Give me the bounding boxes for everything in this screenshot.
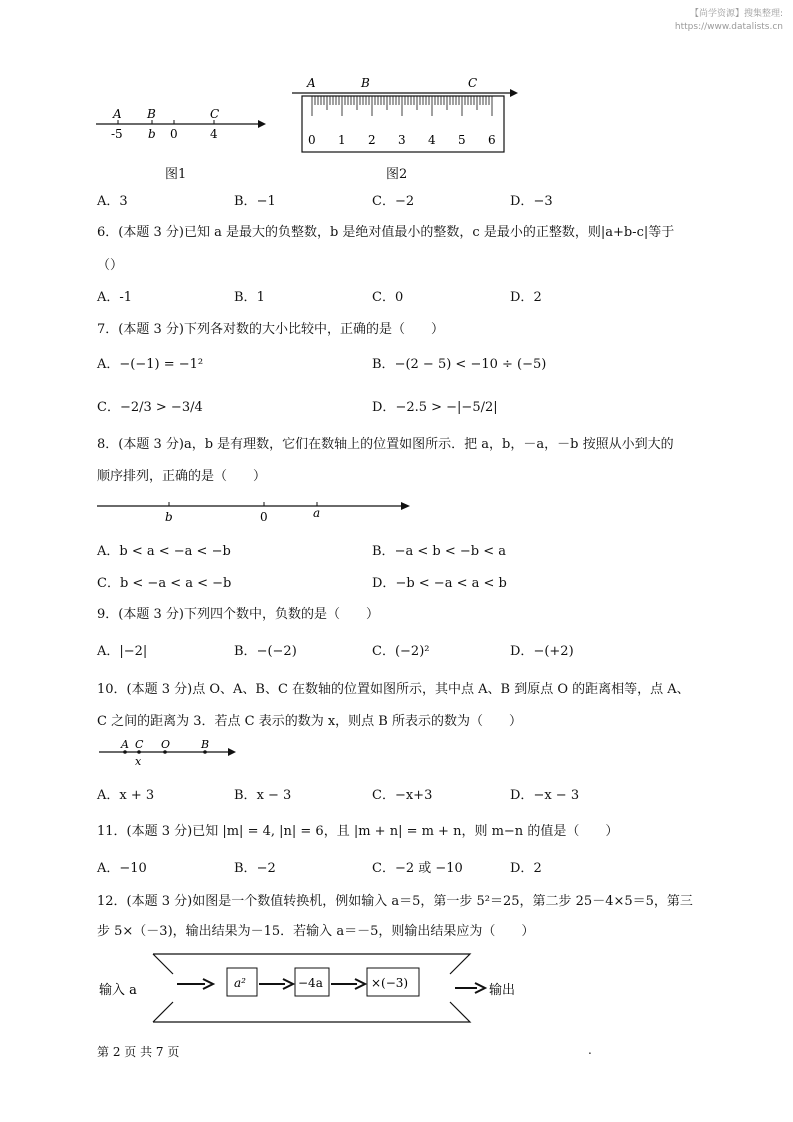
fig1-num-3: 4 — [210, 127, 218, 141]
fig1-num-0: -5 — [111, 127, 123, 141]
q6-stem: 6．(本题 3 分)已知 a 是最大的负整数，b 是绝对值最小的整数，c 是最小的正整数，则|a+b-c|等于 — [97, 225, 675, 240]
q11-stem: 11．(本题 3 分)已知 |m| = 4, |n| = 6，且 |m + n| = m + n，则 m−n 的值是（ ） — [97, 824, 619, 839]
q5-option-b[interactable]: B．−1 — [234, 194, 276, 209]
q8-numberline — [95, 496, 415, 524]
q10-option-a[interactable]: A．x + 3 — [97, 788, 155, 803]
q8-stem: 8．(本题 3 分)a，b 是有理数，它们在数轴上的位置如图所示．把 a，b，－a，－b 按照从小到大的 — [97, 437, 674, 452]
q8-axis-a: a — [313, 506, 321, 520]
ruler-num-4: 4 — [428, 133, 436, 147]
q8-option-d[interactable]: D．−b < −a < a < b — [372, 576, 507, 591]
q5-option-d[interactable]: D．−3 — [510, 194, 553, 209]
q6-option-c[interactable]: C．0 — [372, 290, 404, 305]
q5-figure1-numberline — [90, 100, 280, 150]
q10-option-d[interactable]: D．−x − 3 — [510, 788, 580, 803]
q9-stem: 9．(本题 3 分)下列四个数中，负数的是（ ） — [97, 607, 379, 622]
q9-option-c[interactable]: C．(−2)² — [372, 644, 430, 659]
q7-stem: 7．(本题 3 分)下列各对数的大小比较中，正确的是（ ） — [97, 322, 444, 337]
machine-step3: ×(−3) — [371, 976, 409, 990]
q9-option-b[interactable]: B．−(−2) — [234, 644, 297, 659]
q5-figure2-ruler — [288, 74, 523, 156]
q10-axis-o: O — [161, 738, 171, 751]
q10-axis-c: C — [135, 738, 144, 751]
ruler-num-1: 1 — [338, 133, 346, 147]
q5-option-a[interactable]: A．3 — [97, 194, 128, 209]
q11-option-d[interactable]: D．2 — [510, 861, 542, 876]
q8-option-c[interactable]: C．b < −a < a < −b — [97, 576, 232, 591]
ruler-ticks — [312, 96, 492, 116]
ruler-num-6: 6 — [488, 133, 496, 147]
q10-axis-x: x — [135, 755, 142, 768]
watermark — [675, 8, 783, 34]
watermark-line2: https://www.datalists.cn — [674, 22, 783, 32]
q10-axis-b: B — [201, 738, 210, 751]
q6-option-d[interactable]: D．2 — [510, 290, 542, 305]
q7-option-c[interactable]: C．−2/3 > −3/4 — [97, 400, 203, 415]
machine-input-label: 输入 a — [99, 983, 137, 998]
q6-option-a[interactable]: A．-1 — [97, 290, 133, 305]
fig2-caption: 图2 — [386, 167, 408, 182]
q8-option-a[interactable]: A．b < a < −a < −b — [97, 544, 231, 559]
q12-machine-diagram — [95, 950, 535, 1030]
ruler-num-2: 2 — [368, 133, 376, 147]
fig2-label-a: A — [307, 76, 316, 90]
q9-option-a[interactable]: A．|−2| — [97, 644, 148, 659]
watermark-line1: 【尚学资源】搜集整理: — [689, 9, 783, 19]
page-number: 第 2 页 共 7 页 — [97, 1045, 180, 1059]
q8-axis-b: b — [165, 510, 173, 524]
q11-option-c[interactable]: C．−2 或 −10 — [372, 861, 463, 876]
q10-axis-a: A — [121, 738, 129, 751]
q7-option-b[interactable]: B．−(2 − 5) < −10 ÷ (−5) — [372, 357, 547, 372]
machine-output-label: 输出 — [489, 983, 516, 998]
q8-stem-2: 顺序排列，正确的是（ ） — [97, 469, 267, 484]
machine-step1: a² — [234, 976, 246, 990]
q9-option-d[interactable]: D．−(+2) — [510, 644, 574, 659]
q10-option-c[interactable]: C．−x+3 — [372, 788, 433, 803]
fig2-label-b: B — [361, 76, 370, 90]
q10-stem-2: C 之间的距离为 3．若点 C 表示的数为 x，则点 B 所表示的数为（ ） — [97, 714, 522, 729]
q10-stem: 10．(本题 3 分)点 O、A、B、C 在数轴的位置如图所示，其中点 A、B 到原点 O 的距离相等，点 A、 — [97, 682, 690, 697]
fig1-caption: 图1 — [165, 167, 187, 182]
machine-step2: −4a — [298, 976, 323, 990]
q7-option-a[interactable]: A．−(−1) = −1² — [97, 357, 204, 372]
q12-stem-2: 步 5×（－3)，输出结果为－15．若输入 a＝－5，则输出结果应为（ ） — [97, 924, 535, 939]
fig2-label-c: C — [468, 76, 478, 90]
q6-option-b[interactable]: B．1 — [234, 290, 265, 305]
ruler-num-5: 5 — [458, 133, 466, 147]
q10-numberline — [95, 737, 245, 769]
fig1-num-1: b — [148, 127, 156, 141]
q6-stem-2: （） — [97, 258, 124, 273]
q5-option-c[interactable]: C．−2 — [372, 194, 415, 209]
footer-dot: . — [588, 1043, 592, 1057]
ruler-num-3: 3 — [398, 133, 406, 147]
q8-option-b[interactable]: B．−a < b < −b < a — [372, 544, 506, 559]
q11-option-b[interactable]: B．−2 — [234, 861, 276, 876]
q11-option-a[interactable]: A．−10 — [97, 861, 147, 876]
fig1-label-c: C — [210, 107, 220, 121]
ruler-num-0: 0 — [308, 133, 316, 147]
q7-option-d[interactable]: D．−2.5 > −|−5/2| — [372, 400, 498, 415]
fig1-label-a: A — [113, 107, 122, 121]
q10-option-b[interactable]: B．x − 3 — [234, 788, 292, 803]
fig1-label-b: B — [147, 107, 156, 121]
q12-stem: 12．(本题 3 分)如图是一个数值转换机，例如输入 a＝5，第一步 5²＝25，第二步 25－4×5＝5，第三 — [97, 894, 693, 909]
q8-axis-0: 0 — [260, 510, 268, 524]
fig1-num-2: 0 — [170, 127, 178, 141]
